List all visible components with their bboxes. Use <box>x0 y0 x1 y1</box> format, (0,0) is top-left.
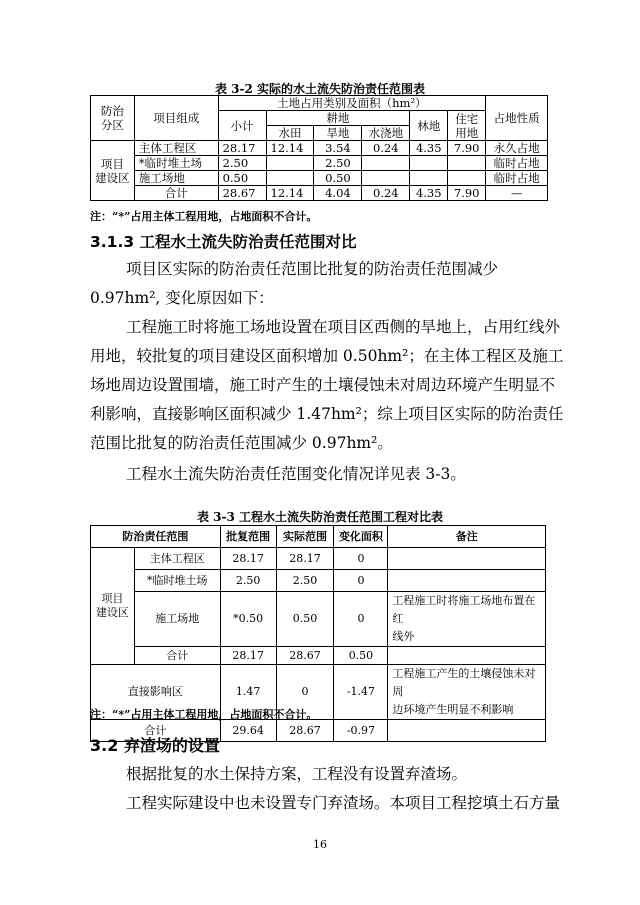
section-heading-3-2: 3.2 弃渣场的设置 <box>90 736 220 755</box>
cell-remark <box>388 548 546 570</box>
cell-actual: 28.67 <box>276 720 334 742</box>
cell-change: 0 <box>334 570 388 592</box>
cell-paddy <box>266 171 314 186</box>
cell-residential: 7.90 <box>448 141 486 156</box>
cell-remark <box>388 570 546 592</box>
cell-residential: 7.90 <box>448 186 486 201</box>
paragraph-line: 范围比批复的防治责任范围减少 0.97hm²。 <box>90 434 393 452</box>
cell-residential <box>448 171 486 186</box>
header-zone: 防治 分区 <box>91 96 135 141</box>
cell-remark: 工程施工时将施工场地布置在红 线外 <box>388 592 546 647</box>
cell-paddy: 12.14 <box>266 186 314 201</box>
header-paddy: 水田 <box>266 126 314 141</box>
cell-item: 主体工程区 <box>134 548 220 570</box>
cell-remark <box>388 647 546 665</box>
cell-approved: 29.64 <box>220 720 276 742</box>
cell-actual: 28.17 <box>276 548 334 570</box>
cell-paddy: 12.14 <box>266 141 314 156</box>
cell-actual: 0.50 <box>276 592 334 647</box>
header-irrigated: 水浇地 <box>362 126 410 141</box>
cell-forest: 4.35 <box>410 186 448 201</box>
cell-change: -0.97 <box>334 720 388 742</box>
cell-change: -1.47 <box>334 665 388 720</box>
cell-forest <box>410 156 448 171</box>
cell-subtotal: 28.17 <box>218 141 266 156</box>
paragraph-line: 工程水土流失防治责任范围变化情况详见表 3-3。 <box>126 465 466 483</box>
cell-subtotal: 0.50 <box>218 171 266 186</box>
cell-approved: 28.17 <box>220 548 276 570</box>
cell-irrigated <box>362 156 410 171</box>
header-farmland: 耕地 <box>266 111 410 126</box>
cell-change: 0 <box>334 592 388 647</box>
cell-irrigated <box>362 171 410 186</box>
header-actual: 实际范围 <box>276 526 334 548</box>
paragraph-line: 用地，较批复的项目建设区面积增加 0.50hm²；在主体工程区及施工 <box>90 347 564 365</box>
header-dry: 旱地 <box>314 126 362 141</box>
table3-note: 注：“*”占用主体工程用地，占地面积不合计。 <box>90 708 318 721</box>
cell-approved: 1.47 <box>220 665 276 720</box>
table3-caption: 表 3-3 工程水土流失防治责任范围工程对比表 <box>196 510 444 524</box>
header-nature: 占地性质 <box>486 96 548 141</box>
header-approved: 批复范围 <box>220 526 276 548</box>
cell-dry: 3.54 <box>314 141 362 156</box>
cell-remark <box>388 720 546 742</box>
cell-nature: 永久占地 <box>486 141 548 156</box>
table2-caption: 表 3-2 实际的水土流失防治责任范围表 <box>214 82 426 96</box>
paragraph-line: 根据批复的水土保持方案，工程没有设置弃渣场。 <box>126 765 468 783</box>
header-change: 变化面积 <box>334 526 388 548</box>
header-residential: 住宅 用地 <box>448 111 486 141</box>
cell-item: *临时堆土场 <box>134 570 220 592</box>
cell-dry: 2.50 <box>314 156 362 171</box>
table2-note: 注：“*”占用主体工程用地，占地面积不合计。 <box>90 210 318 223</box>
cell-forest: 4.35 <box>410 141 448 156</box>
header-area: 土地占用类别及面积（hm²） <box>218 96 486 111</box>
cell-change: 0 <box>334 548 388 570</box>
zone-label: 项目 建设区 <box>91 141 135 201</box>
cell-item-grand-total: 合计 <box>91 720 221 742</box>
cell-actual: 2.50 <box>276 570 334 592</box>
paragraph-line: 0.97hm², 变化原因如下： <box>90 289 274 307</box>
cell-dry: 4.04 <box>314 186 362 201</box>
cell-item: 施工场地 <box>134 592 220 647</box>
cell-nature: 临时占地 <box>486 156 548 171</box>
cell-item-direct: 直接影响区 <box>91 665 221 720</box>
cell-item-total: 合计 <box>134 647 220 665</box>
header-item: 项目组成 <box>134 96 218 141</box>
cell-nature: — <box>486 186 548 201</box>
cell-item: 施工场地 <box>134 171 218 186</box>
header-forest: 林地 <box>410 111 448 141</box>
cell-change: 0.50 <box>334 647 388 665</box>
zone-label: 项目 建设区 <box>91 548 135 665</box>
cell-forest <box>410 171 448 186</box>
header-subtotal: 小计 <box>218 111 266 141</box>
cell-approved: *0.50 <box>220 592 276 647</box>
cell-remark: 工程施工产生的土壤侵蚀未对周 边环境产生明显不利影响 <box>388 665 546 720</box>
cell-item: *临时堆土场 <box>134 156 218 171</box>
paragraph-line: 项目区实际的防治责任范围比批复的防治责任范围减少 <box>126 260 499 278</box>
cell-dry: 0.50 <box>314 171 362 186</box>
cell-subtotal: 28.67 <box>218 186 266 201</box>
page-number: 16 <box>313 838 327 851</box>
header-remark: 备注 <box>388 526 546 548</box>
cell-irrigated: 0.24 <box>362 186 410 201</box>
header-scope: 防治责任范围 <box>91 526 221 548</box>
cell-nature: 临时占地 <box>486 171 548 186</box>
cell-item: 主体工程区 <box>134 141 218 156</box>
table-3-2 <box>90 95 548 201</box>
cell-paddy <box>266 156 314 171</box>
paragraph-line: 工程施工时将施工场地设置在项目区西侧的旱地上，占用红线外 <box>126 318 561 336</box>
cell-actual: 0 <box>276 665 334 720</box>
paragraph-line: 利影响，直接影响区面积减少 1.47hm²；综上项目区实际的防治责任 <box>90 405 564 423</box>
cell-subtotal: 2.50 <box>218 156 266 171</box>
section-heading-3-1-3: 3.1.3 工程水土流失防治责任范围对比 <box>90 233 357 251</box>
cell-item-total: 合计 <box>134 186 218 201</box>
cell-irrigated: 0.24 <box>362 141 410 156</box>
cell-approved: 28.17 <box>220 647 276 665</box>
paragraph-line: 场地周边设置围墙，施工时产生的土壤侵蚀未对周边环境产生明显不 <box>90 376 556 394</box>
paragraph-line: 工程实际建设中也未设置专门弃渣场。本项目工程挖填土石方量 <box>126 794 561 812</box>
cell-actual: 28.67 <box>276 647 334 665</box>
cell-residential <box>448 156 486 171</box>
cell-approved: 2.50 <box>220 570 276 592</box>
